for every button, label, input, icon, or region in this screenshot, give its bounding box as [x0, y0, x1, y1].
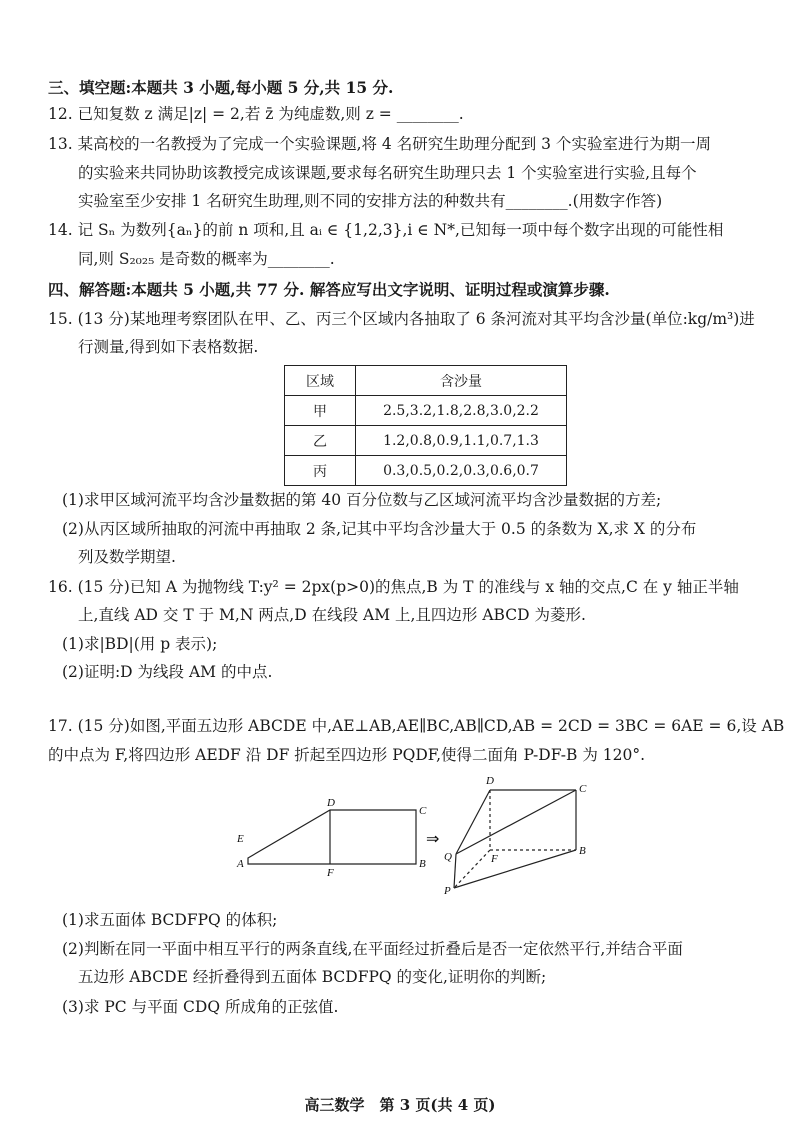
label-a-left: A: [237, 858, 244, 870]
question-17-part3: (3)求 PC 与平面 CDQ 所成角的正弦值.: [62, 998, 339, 1016]
table-row: [285, 456, 567, 486]
question-13-line1: 13. 某高校的一名教授为了完成一个实验课题,将 4 名研究生助理分配到 3 个实验室进行为期一周: [48, 135, 711, 153]
question-16-part1: (1)求|BD|(用 p 表示);: [62, 635, 218, 653]
table-cell: 0.3,0.5,0.2,0.3,0.6,0.7: [356, 456, 567, 486]
section-3-heading: 三、填空题:本题共 3 小题,每小题 5 分,共 15 分.: [48, 78, 394, 97]
pentagon-outline: [248, 810, 416, 864]
folding-figure: [228, 770, 608, 900]
page-footer: 高三数学 第 3 页(共 4 页): [304, 1096, 496, 1114]
folded-solid: [454, 790, 576, 888]
table-header-row: [285, 366, 567, 396]
question-17-line1: 17. (15 分)如图,平面五边形 ABCDE 中,AE⊥AB,AE∥BC,AB∥CD,AB = 2CD = 3BC = 6AE = 6,设 AB: [48, 717, 785, 735]
question-17-line2: 的中点为 F,将四边形 AEDF 沿 DF 折起至四边形 PQDF,使得二面角 P-DF-B 为 120°.: [48, 746, 646, 764]
table-cell: 甲: [285, 396, 356, 426]
question-15-part2-line1: (2)从丙区域所抽取的河流中再抽取 2 条,记其中平均含沙量大于 0.5 的条数为 X,求 X 的分布: [62, 520, 697, 538]
question-13-line2: 的实验来共同协助该教授完成该课题,要求每名研究生助理只去 1 个实验室进行实验,且每个: [78, 164, 697, 182]
question-15-part2-line2: 列及数学期望.: [78, 548, 176, 566]
table-row: [285, 396, 567, 426]
question-15-part1: (1)求甲区域河流平均含沙量数据的第 40 百分位数与乙区域河流平均含沙量数据的方差;: [62, 491, 662, 509]
label-q-right: Q: [444, 851, 452, 863]
question-16-line1: 16. (15 分)已知 A 为抛物线 T:y² = 2px(p>0)的焦点,B 为 T 的准线与 x 轴的交点,C 在 y 轴正半轴: [48, 578, 739, 596]
planar-pentagon: [248, 810, 416, 864]
table-header-cell: 区域: [285, 366, 356, 396]
question-13-line3: 实验室至少安排 1 名研究生助理,则不同的安排方法的种数共有________.(用数字作答): [78, 192, 663, 210]
edge-qc: [456, 790, 576, 854]
question-15-line2: 行测量,得到如下表格数据.: [78, 338, 259, 356]
label-f-right: F: [491, 853, 498, 865]
question-17-part2-line1: (2)判断在同一平面中相互平行的两条直线,在平面经过折叠后是否一定依然平行,并结合平面: [62, 940, 683, 958]
table-row: [285, 426, 567, 456]
section-4-heading: 四、解答题:本题共 5 小题,共 77 分. 解答应写出文字说明、证明过程或演算步骤.: [48, 280, 610, 299]
table-cell: 2.5,3.2,1.8,2.8,3.0,2.2: [356, 396, 567, 426]
question-14-line2: 同,则 S₂₀₂₅ 是奇数的概率为________.: [78, 250, 335, 268]
table-cell: 1.2,0.8,0.9,1.1,0.7,1.3: [356, 426, 567, 456]
edge-qp: [454, 854, 456, 888]
table-header-cell: 含沙量: [356, 366, 567, 396]
question-16-line2: 上,直线 AD 交 T 于 M,N 两点,D 在线段 AM 上,且四边形 ABCD 为菱形.: [78, 606, 586, 624]
label-b-right: B: [579, 845, 586, 857]
label-c-right: C: [579, 783, 587, 795]
table-cell: 丙: [285, 456, 356, 486]
label-c-left: C: [419, 805, 427, 817]
label-d-left: D: [327, 797, 335, 809]
label-p-right: P: [444, 885, 451, 897]
label-f-left: F: [327, 867, 334, 879]
question-16-part2: (2)证明:D 为线段 AM 的中点.: [62, 663, 273, 681]
question-17-part1: (1)求五面体 BCDFPQ 的体积;: [62, 911, 278, 929]
label-d-right: D: [486, 775, 494, 787]
question-12: 12. 已知复数 z 满足|z| = 2,若 z̄ 为纯虚数,则 z = ________.: [48, 105, 464, 123]
table-cell: 乙: [285, 426, 356, 456]
label-b-left: B: [419, 858, 426, 870]
question-15-line1: 15. (13 分)某地理考察团队在甲、乙、丙三个区域内各抽取了 6 条河流对其平均含沙量(单位:kg/m³)进: [48, 310, 755, 328]
fold-arrow: ⇒: [426, 831, 440, 848]
question-14-line1: 14. 记 Sₙ 为数列{aₙ}的前 n 项和,且 aᵢ ∈ {1,2,3},i ∈ N*,已知每一项中每个数字出现的可能性相: [48, 221, 724, 239]
label-e-left: E: [237, 833, 244, 845]
sand-content-table: [284, 365, 567, 486]
question-17-part2-line2: 五边形 ABCDE 经折叠得到五面体 BCDFPQ 的变化,证明你的判断;: [78, 968, 547, 986]
